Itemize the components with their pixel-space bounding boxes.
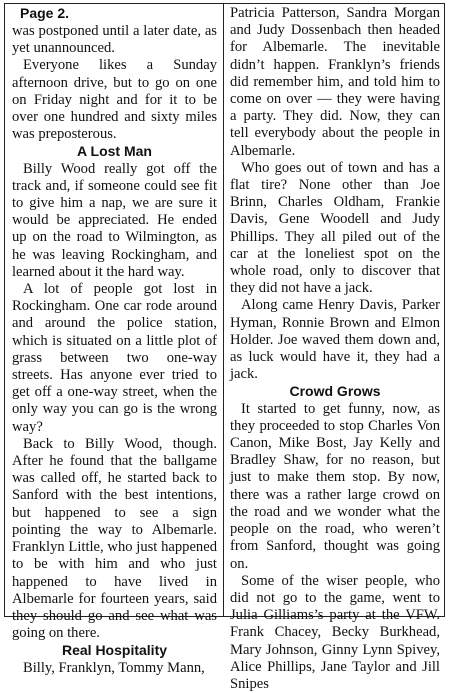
right-paragraph-3: Along came Henry Davis, Parker Hyman, Ronnie Brown and Elmon Holder. Joe waved them down and, as luck would have it, they had a jack. [230, 297, 440, 383]
right-paragraph-2: Who goes out of town and has a flat tire? None other than Joe Brinn, Charles Oldham, Frankie Davis, Gene Woodell and Judy Phillips. They all piled out of the car at the loneliest spot on the whole road, only to discover that they did not have a jack. [230, 159, 440, 297]
right-paragraph-4: It started to get funny, now, as they proceeded to stop Charles Von Canon, Mike Bost, Jay Kelly and Bradley Shaw, for no reason, but just to make them stop. By now, there was a rather large crowd on the road and we wonder what the people on the road, who weren’t from Sanford, thought was going on. [230, 400, 440, 572]
right-paragraph-5: Some of the wiser people, who did not go to the game, went to Julia Gilliams’s party at the VFW. Frank Chacey, Becky Burkhead, Mary Johnson, Ginny Lynn Spivey, Alice Phillips, Jane Taylor and Jill Snipes [230, 572, 440, 692]
column-divider [223, 3, 224, 617]
heading-crowd-grows: Crowd Grows [289, 383, 381, 400]
left-column [12, 5, 217, 676]
left-paragraph-1: was postponed until a later date, as yet unannounced. [12, 23, 217, 57]
left-paragraph-5: Back to Billy Wood, though. After he found that the ballgame was called off, he started back to Sanford with the best intentions, but happened to see a sign pointing the way to Albemarle. Franklyn Little, who just happened to be with him and who just happened to have lived in Albemarle for fourteen years, said they should go and see what was going on there. [12, 435, 217, 642]
right-paragraph-1: Patricia Patterson, Sandra Morgan and Judy Dossenbach then headed for Albemarle. The inevitable didn’t happen. Franklyn’s friends did remember him, and told him to come on over — they were having a party. They did. Now, they can tell everybody about the people in Albemarle. [230, 5, 440, 159]
left-paragraph-3: Billy Wood really got off the track and, if someone could see fit to give him a nap, we are sure it would be appreciated. He ended up on the road to Wilmington, as he was leaving Rockingham, and learned about it the hard way. [12, 160, 217, 280]
page-number: Page 2. [20, 5, 70, 21]
left-paragraph-6: Billy, Franklyn, Tommy Mann, [23, 659, 205, 676]
heading-real-hospitality: Real Hospitality [61, 642, 168, 659]
right-column [230, 5, 440, 692]
left-paragraph-4: A lot of people got lost in Rockingham. One car rode around and around the police station, which is situated on a little plot of grass between two one-way streets. Has anyone ever tried to get off a one-way street, when the only way you can go is the wrong way? [12, 281, 217, 435]
left-paragraph-2: Everyone likes a Sunday afternoon drive, but to go on one on Friday night and for it to be over one hundred and sixty miles was preposterous. [12, 57, 217, 143]
heading-a-lost-man: A Lost Man [77, 143, 152, 160]
